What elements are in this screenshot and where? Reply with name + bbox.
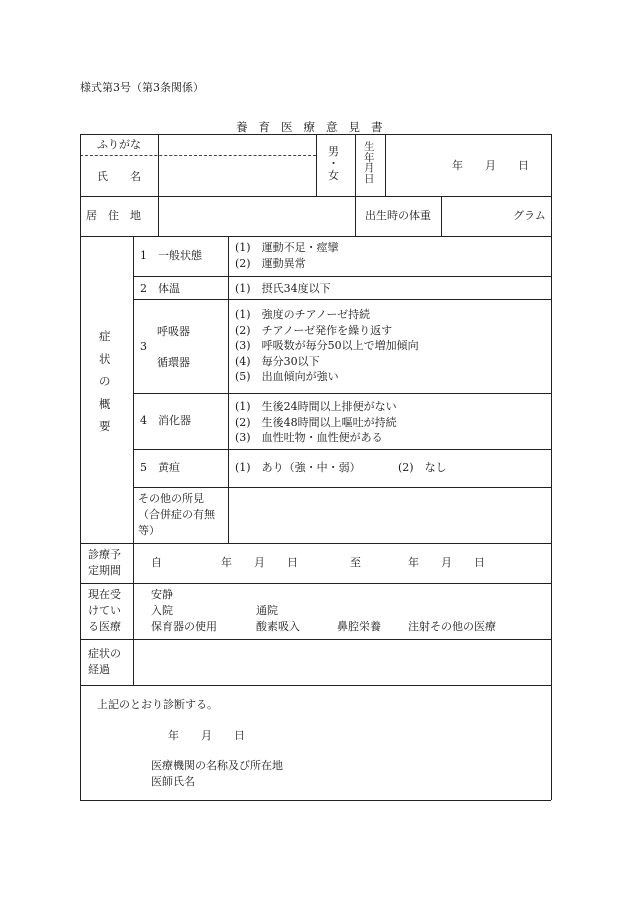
address-field[interactable] [160, 198, 353, 234]
other-findings-field[interactable] [230, 489, 549, 541]
treatment-label: 現在受 けてい る医療 [88, 588, 121, 633]
doctor-name-label: 医師氏名 [151, 775, 195, 788]
form-number: 様式第3号（第3条関係） [80, 81, 204, 94]
digestive-label: 4 消化器 [140, 414, 191, 427]
list-item[interactable]: (2) 運動異常 [235, 256, 306, 270]
circulatory-label: 循環器 [157, 356, 190, 369]
list-item[interactable]: (1) 強度のチアノーゼ持続 [235, 308, 371, 321]
jaundice-option-no[interactable]: (2) なし [398, 461, 447, 474]
other-findings-label: その他の所見 （合併症の有無 等） [138, 492, 215, 537]
symptoms-section-label: 症 状 の 概 要 [99, 329, 111, 433]
treatment-oxygen[interactable]: 酸素吸入 [256, 620, 300, 633]
general-condition-label: 1 一般状態 [140, 249, 202, 262]
list-item[interactable]: (2) チアノーゼ発作を繰り返す [235, 323, 393, 337]
period-to-label: 至 [350, 556, 361, 569]
diagnosis-date[interactable]: 年 月 日 [168, 729, 245, 742]
list-item[interactable]: (2) 生後48時間以上嘔吐が持続 [235, 415, 397, 429]
form-title: 養育医療意見書 [236, 120, 394, 134]
list-item[interactable]: (1) 生後24時間以上排便がない [235, 400, 397, 413]
general-condition-items [235, 240, 339, 271]
course-field[interactable] [135, 641, 549, 683]
respiratory-items [235, 307, 419, 385]
treatment-rest[interactable]: 安静 [151, 588, 173, 601]
digestive-items [235, 399, 397, 446]
name-label: 氏 名 [97, 170, 141, 183]
list-item[interactable]: (3) 呼吸数が毎分50以上で増加傾向 [235, 339, 419, 352]
furigana-field[interactable] [160, 137, 314, 153]
temperature-label: 2 体温 [140, 282, 180, 295]
name-field[interactable] [160, 158, 314, 194]
list-item[interactable]: (1) 運動不足・痙攣 [235, 241, 339, 254]
institution-label: 医療機関の名称及び所在地 [151, 759, 283, 772]
list-item[interactable]: (5) 出血傾向が強い [235, 370, 339, 383]
sex-options[interactable]: 男 ・ 女 [328, 145, 339, 182]
temperature-item[interactable]: (1) 摂氏34度以下 [235, 282, 331, 295]
period-from-date[interactable]: 年 月 日 [221, 556, 298, 569]
period-from-label: 自 [151, 556, 162, 569]
birth-weight-label: 出生時の体重 [365, 209, 431, 222]
treatment-nasal-feeding[interactable]: 鼻腔栄養 [337, 620, 381, 633]
course-label: 症状の 経過 [88, 647, 121, 676]
list-item[interactable]: (3) 血性吐物・血性便がある [235, 431, 383, 444]
furigana-label: ふりがな [97, 138, 141, 151]
treatment-incubator[interactable]: 保育器の使用 [151, 620, 217, 633]
birthdate-field[interactable]: 年 月 日 [452, 159, 529, 172]
address-label: 居 住 地 [86, 209, 141, 222]
jaundice-option-yes[interactable]: (1) あり（強・中・弱） [235, 461, 361, 474]
treatment-hospitalized[interactable]: 入院 [151, 604, 173, 617]
birthdate-label: 生 年 月 日 [364, 141, 375, 185]
period-label: 診療予 定期間 [88, 548, 121, 577]
birth-weight-unit: グラム [513, 209, 546, 222]
diagnosis-statement: 上記のとおり診断する。 [97, 698, 218, 711]
jaundice-label: 5 黄疸 [140, 461, 180, 474]
treatment-outpatient[interactable]: 通院 [256, 604, 278, 617]
respiratory-label: 呼吸器 [157, 325, 190, 338]
respiratory-number: 3 [140, 340, 147, 353]
period-to-date[interactable]: 年 月 日 [408, 556, 485, 569]
treatment-injection[interactable]: 注射その他の医療 [408, 620, 496, 633]
list-item[interactable]: (4) 毎分30以下 [235, 354, 320, 368]
